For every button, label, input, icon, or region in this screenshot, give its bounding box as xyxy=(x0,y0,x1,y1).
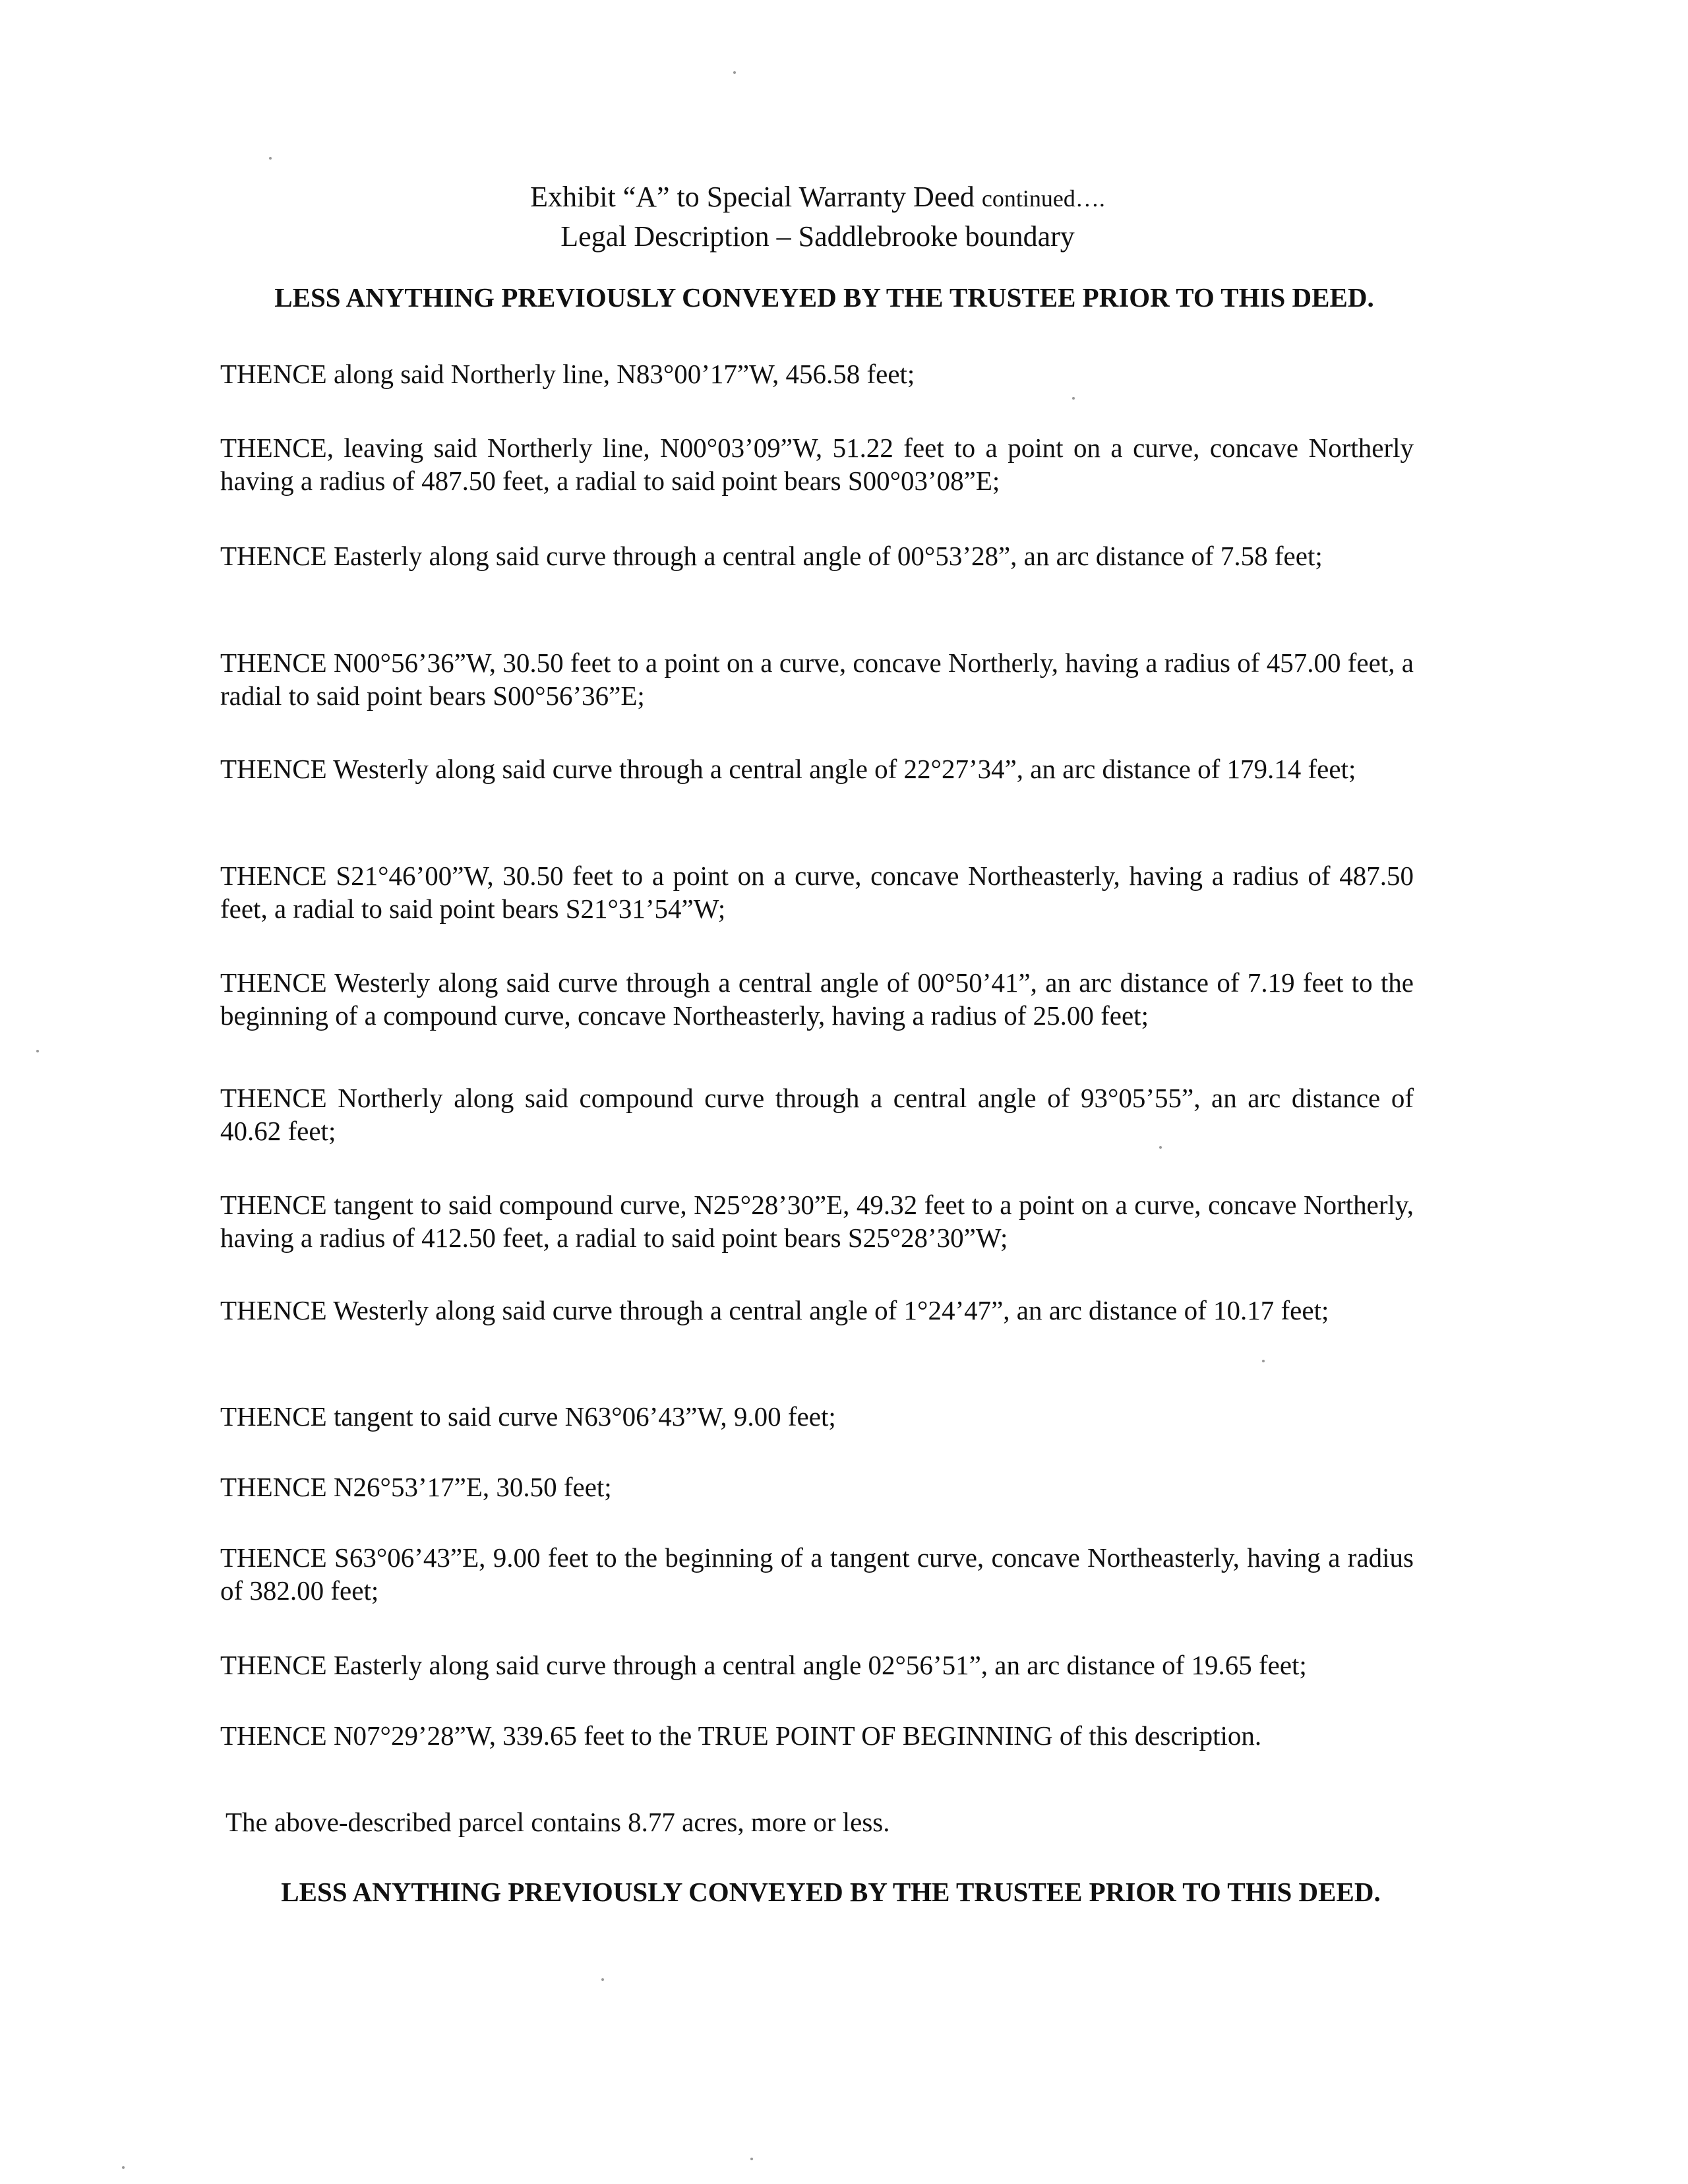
scan-speck xyxy=(750,2158,753,2160)
paragraph-7: THENCE Westerly along said curve through a central angle of 00°50’41”, an arc distance of 7.19 feet to the beginning of a compound curve, concave Northeasterly, having a radius of 25.00 feet; xyxy=(220,967,1414,1031)
header-title: Exhibit “A” to Special Warranty Deed xyxy=(530,181,975,213)
paragraph-1: THENCE along said Northerly line, N83°00’17”W, 456.58 feet; xyxy=(220,359,915,389)
paragraph-6: THENCE S21°46’00”W, 30.50 feet to a point on a curve, concave Northeasterly, having a radius of 487.50 feet, a radial to said point bears S21°31’54”W; xyxy=(220,861,1414,924)
document-header xyxy=(0,178,1635,256)
paragraph-4: THENCE N00°56’36”W, 30.50 feet to a point on a curve, concave Northerly, having a radius of 457.00 feet, a radial to said point bears S00°56’36”E; xyxy=(220,648,1414,711)
paragraph-5: THENCE Westerly along said curve through a central angle of 22°27’34”, an arc distance of 179.14 feet; xyxy=(220,754,1356,784)
paragraph-12: THENCE N26°53’17”E, 30.50 feet; xyxy=(220,1472,612,1502)
header-continued: continued…. xyxy=(981,185,1105,212)
paragraph-3: THENCE Easterly along said curve through a central angle of 00°53’28”, an arc distance of 7.58 feet; xyxy=(220,541,1323,571)
header-subtitle: Legal Description – Saddlebrooke boundary xyxy=(560,220,1075,253)
scan-speck xyxy=(601,1978,604,1981)
scan-speck xyxy=(733,71,736,74)
paragraph-9: THENCE tangent to said compound curve, N25°28’30”E, 49.32 feet to a point on a curve, concave Northerly, having a radius of 412.50 feet, a radial to said point bears S25°28’30”W; xyxy=(220,1190,1414,1253)
paragraph-15: THENCE N07°29’28”W, 339.65 feet to the TRUE POINT OF BEGINNING of this description. xyxy=(220,1720,1262,1751)
paragraph-14: THENCE Easterly along said curve through a central angle 02°56’51”, an arc distance of 19.65 feet; xyxy=(220,1650,1307,1680)
paragraph-11: THENCE tangent to said curve N63°06’43”W, 9.00 feet; xyxy=(220,1401,836,1432)
notice-top: LESS ANYTHING PREVIOUSLY CONVEYED BY THE TRUSTEE PRIOR TO THIS DEED. xyxy=(274,282,1374,313)
paragraph-13: THENCE S63°06’43”E, 9.00 feet to the beginning of a tangent curve, concave Northeasterly, having a radius of 382.00 feet; xyxy=(220,1542,1414,1606)
paragraph-8: THENCE Northerly along said compound curve through a central angle of 93°05’55”, an arc distance of 40.62 feet; xyxy=(220,1083,1414,1146)
paragraph-2: THENCE, leaving said Northerly line, N00°03’09”W, 51.22 feet to a point on a curve, concave Northerly having a radius of 487.50 feet, a radial to said point bears S00°03’08”E; xyxy=(220,433,1414,496)
scan-speck xyxy=(269,157,272,160)
scan-speck xyxy=(1159,1146,1162,1149)
scan-speck xyxy=(1072,397,1075,400)
paragraph-16: The above-described parcel contains 8.77 acres, more or less. xyxy=(226,1807,890,1837)
paragraph-10: THENCE Westerly along said curve through a central angle of 1°24’47”, an arc distance of 10.17 feet; xyxy=(220,1295,1329,1325)
scan-speck xyxy=(36,1050,39,1052)
header-line-1 xyxy=(0,178,1635,218)
scan-speck xyxy=(1262,1360,1265,1362)
scan-speck xyxy=(122,2166,125,2169)
notice-bottom: LESS ANYTHING PREVIOUSLY CONVEYED BY THE TRUSTEE PRIOR TO THIS DEED. xyxy=(281,1877,1381,1907)
